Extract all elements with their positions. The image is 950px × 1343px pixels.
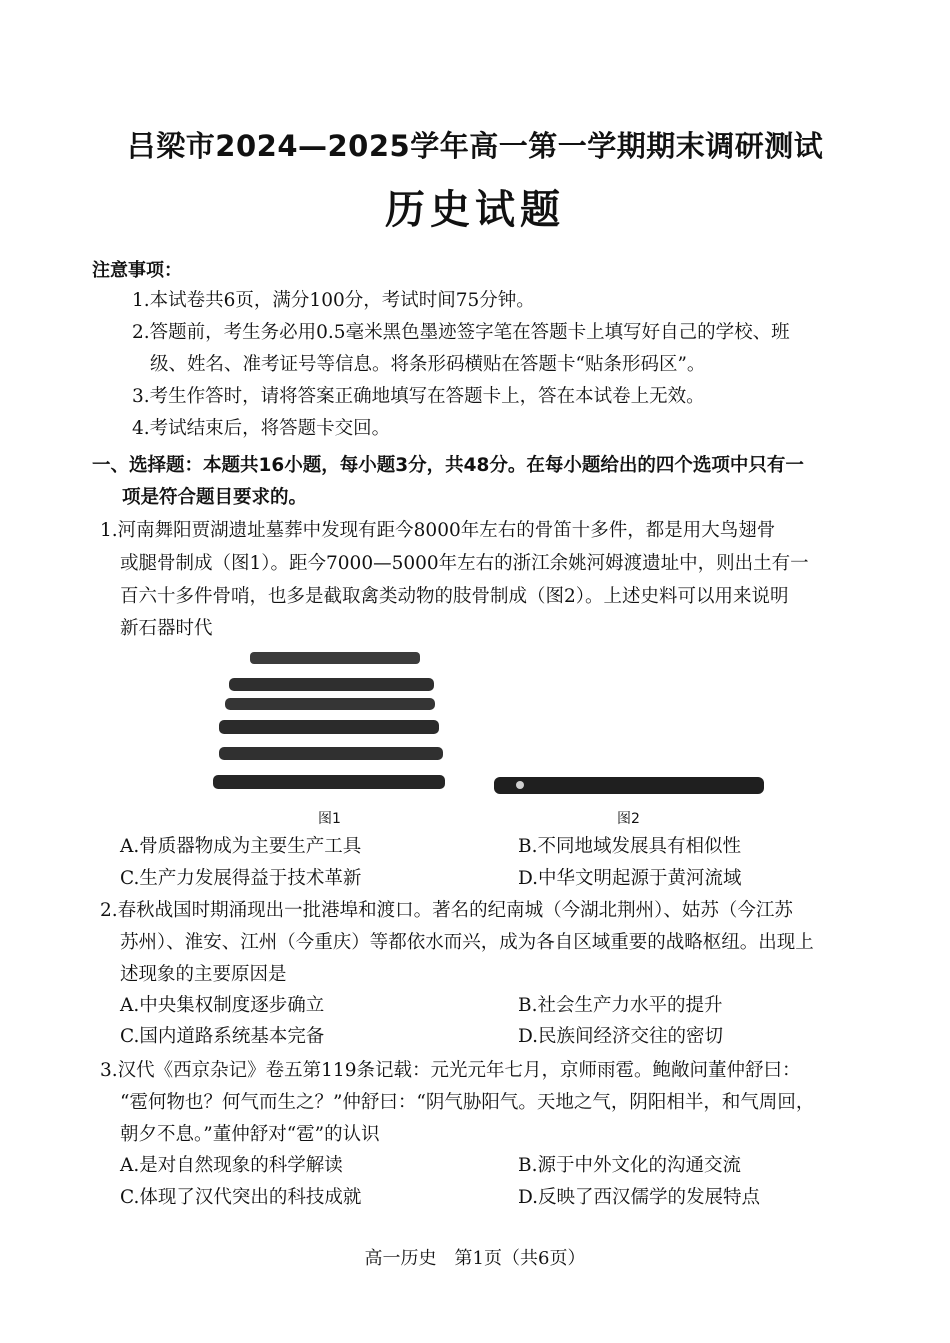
q1-option-c[interactable]: C.生产力发展得益于技术革新: [120, 868, 362, 889]
q1-stem: 新石器时代: [120, 618, 213, 639]
q3-option-a[interactable]: A.是对自然现象的科学解读: [120, 1155, 343, 1176]
q3-stem: 3.汉代《西京杂记》卷五第119条记载：元光元年七月，京师雨雹。鲍敞问董仲舒曰：: [100, 1060, 801, 1081]
section-heading-cont: 项是符合题目要求的。: [122, 487, 308, 508]
exam-subject: 历史试题: [385, 186, 565, 233]
notice-line: 2.答题前，考生务必用0.5毫米黑色墨迹签字笔在答题卡上填写好自己的学校、班: [132, 322, 790, 343]
q3-stem: “雹何物也？何气而生之？”仲舒曰：“阴气胁阳气。天地之气，阴阳相半，和气周回，: [120, 1092, 815, 1113]
q2-stem: 述现象的主要原因是: [120, 964, 287, 985]
q2-option-d[interactable]: D.民族间经济交往的密切: [518, 1026, 724, 1047]
q3-option-d[interactable]: D.反映了西汉儒学的发展特点: [518, 1187, 761, 1208]
q3-option-c[interactable]: C.体现了汉代突出的科技成就: [120, 1187, 362, 1208]
bone-flute: [229, 678, 434, 691]
section-heading: 一、选择题：本题共16小题，每小题3分，共48分。在每小题给出的四个选项中只有一: [92, 455, 804, 476]
notice-line: 3.考生作答时，请将答案正确地填写在答题卡上，答在本试卷上无效。: [132, 386, 705, 407]
bone-flute: [250, 652, 420, 664]
figure-2-bone-whistle: [492, 772, 767, 802]
whistle-hole: [516, 781, 524, 789]
q1-stem: 或腿骨制成（图1）。距今7000—5000年左右的浙江余姚河姆渡遗址中，则出土有一: [120, 553, 809, 574]
bone-flute: [225, 698, 435, 710]
bone-flute: [219, 747, 443, 760]
q2-option-c[interactable]: C.国内道路系统基本完备: [120, 1026, 325, 1047]
notice-line: 4.考试结束后，将答题卡交回。: [132, 418, 391, 439]
q1-option-a[interactable]: A.骨质器物成为主要生产工具: [120, 836, 362, 857]
q1-stem: 1.河南舞阳贾湖遗址墓葬中发现有距今8000年左右的骨笛十多件，都是用大鸟翅骨: [100, 520, 776, 541]
q3-option-b[interactable]: B.源于中外文化的沟通交流: [518, 1155, 741, 1176]
bone-flute: [213, 775, 445, 789]
q1-option-b[interactable]: B.不同地域发展具有相似性: [518, 836, 741, 857]
notice-line: 级、姓名、准考证号等信息。将条形码横贴在答题卡“贴条形码区”。: [150, 354, 706, 375]
notice-line: 1.本试卷共6页，满分100分，考试时间75分钟。: [132, 290, 535, 311]
q1-option-d[interactable]: D.中华文明起源于黄河流域: [518, 868, 742, 889]
notice-heading: 注意事项：: [92, 260, 182, 281]
page-footer: 高一历史 第1页（共6页）: [364, 1248, 586, 1269]
figure-1-bone-flutes: [205, 645, 455, 805]
q1-stem: 百六十多件骨哨，也多是截取禽类动物的肢骨制成（图2）。上述史料可以用来说明: [120, 586, 789, 607]
exam-title: 吕梁市2024—2025学年高一第一学期期末调研测试: [126, 129, 824, 163]
q2-stem: 苏州）、淮安、江州（今重庆）等都依水而兴，成为各自区域重要的战略枢纽。出现上: [120, 932, 814, 953]
figure-2-caption: 图2: [617, 811, 640, 827]
bone-whistle: [494, 777, 764, 794]
bone-flute: [219, 720, 439, 734]
q2-option-b[interactable]: B.社会生产力水平的提升: [518, 995, 723, 1016]
q2-option-a[interactable]: A.中央集权制度逐步确立: [120, 995, 325, 1016]
figure-1-caption: 图1: [318, 811, 341, 827]
q3-stem: 朝夕不息。”董仲舒对“雹”的认识: [120, 1124, 380, 1145]
q2-stem: 2.春秋战国时期涌现出一批港埠和渡口。著名的纪南城（今湖北荆州）、姑苏（今江苏: [100, 900, 793, 921]
